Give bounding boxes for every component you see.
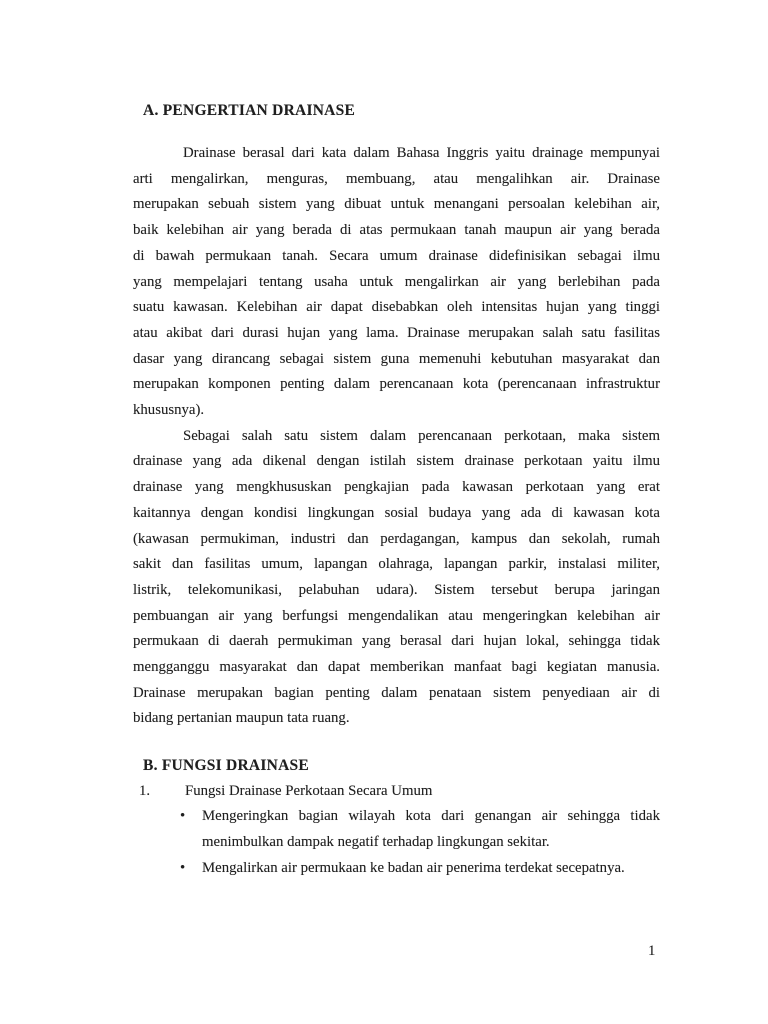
bullet-list-item (133, 856, 660, 882)
paragraph-line: Drainase berasal dari kata dalam Bahasa Inggris yaitu drainage mempunyai (183, 145, 660, 161)
paragraph-line: Sebagai salah satu sistem dalam perencanaan perkotaan, maka sistem (183, 427, 660, 444)
bullet-line: Mengalirkan air permukaan ke badan air penerima terdekat secepatnya. (202, 859, 625, 876)
bullet-list-item (133, 804, 660, 830)
paragraph-line: bidang pertanian maupun tata ruang. (133, 710, 350, 727)
paragraph-line: arti mengalirkan, menguras, membuang, atau mengalihkan air. Drainase (133, 170, 660, 187)
heading-pengertian-drainase: A. PENGERTIAN DRAINASE (143, 102, 356, 119)
paragraph-line: drainase yang mengkhususkan pengkajian pada kawasan perkotaan yang erat (133, 479, 660, 496)
paragraph-line: yang mempelajari tentang usaha untuk mengalirkan air yang berlebihan pada (133, 273, 660, 290)
numbered-list-item (133, 779, 660, 805)
page-number: 1 (648, 943, 656, 959)
paragraph-line: permukaan di daerah permukiman yang berasal dari hujan lokal, sehingga tidak (133, 633, 660, 650)
paragraph-line: pembuangan air yang berfungsi mengendalikan atau mengeringkan kelebihan air (133, 607, 660, 624)
list-item-title: Fungsi Drainase Perkotaan Secara Umum (185, 782, 433, 799)
paragraph-line: (kawasan permukiman, industri dan perdagangan, kampus dan sekolah, rumah (133, 530, 660, 547)
paragraph-line: Drainase merupakan bagian penting dalam penataan sistem penyediaan air di (133, 684, 660, 701)
bullet-line: menimbulkan dampak negatif terhadap lingkungan sekitar. (202, 834, 550, 851)
bullet-line: Mengeringkan bagian wilayah kota dari genangan air sehingga tidak (202, 808, 660, 825)
list-item-number: 1. (139, 782, 151, 799)
paragraph-line: dasar yang dirancang sebagai sistem guna memenuhi kebutuhan masyarakat dan (133, 350, 660, 367)
bullet-icon: • (180, 808, 186, 825)
paragraph-line: merupakan komponen penting dalam perencanaan kota (perencanaan infrastruktur (133, 376, 660, 393)
paragraph-line: khususnya). (133, 402, 205, 419)
paragraph-line: merupakan sebuah sistem yang dibuat untuk menangani persoalan kelebihan air, (133, 196, 660, 213)
paragraph-line: kaitannya dengan kondisi lingkungan sosial budaya yang ada di kawasan kota (133, 504, 660, 521)
heading-fungsi-drainase: B. FUNGSI DRAINASE (143, 757, 309, 774)
paragraph-line: atau akibat dari durasi hujan yang lama. Drainase merupakan salah satu fasilitas (133, 324, 660, 341)
document-body (133, 141, 660, 732)
paragraph-line: listrik, telekomunikasi, pelabuhan udara). Sistem tersebut berupa jaringan (133, 581, 660, 598)
paragraph-line: baik kelebihan air yang berada di atas permukaan tanah maupun air yang berada (133, 222, 660, 239)
bullet-icon: • (180, 859, 186, 876)
section-fungsi-drainase (133, 753, 660, 882)
paragraph-line: sakit dan fasilitas umum, lapangan olahraga, lapangan parkir, instalasi militer, (133, 556, 660, 573)
paragraph-line: mengganggu masyarakat dan dapat memberikan manfaat bagi kegiatan manusia. (133, 659, 660, 676)
paragraph-line: suatu kawasan. Kelebihan air dapat disebabkan oleh intensitas hujan yang tinggi (133, 299, 660, 316)
paragraph-line: drainase yang ada dikenal dengan istilah sistem drainase perkotaan yaitu ilmu (133, 453, 660, 470)
paragraph-line: di bawah permukaan tanah. Secara umum drainase didefinisikan sebagai ilmu (133, 247, 660, 264)
